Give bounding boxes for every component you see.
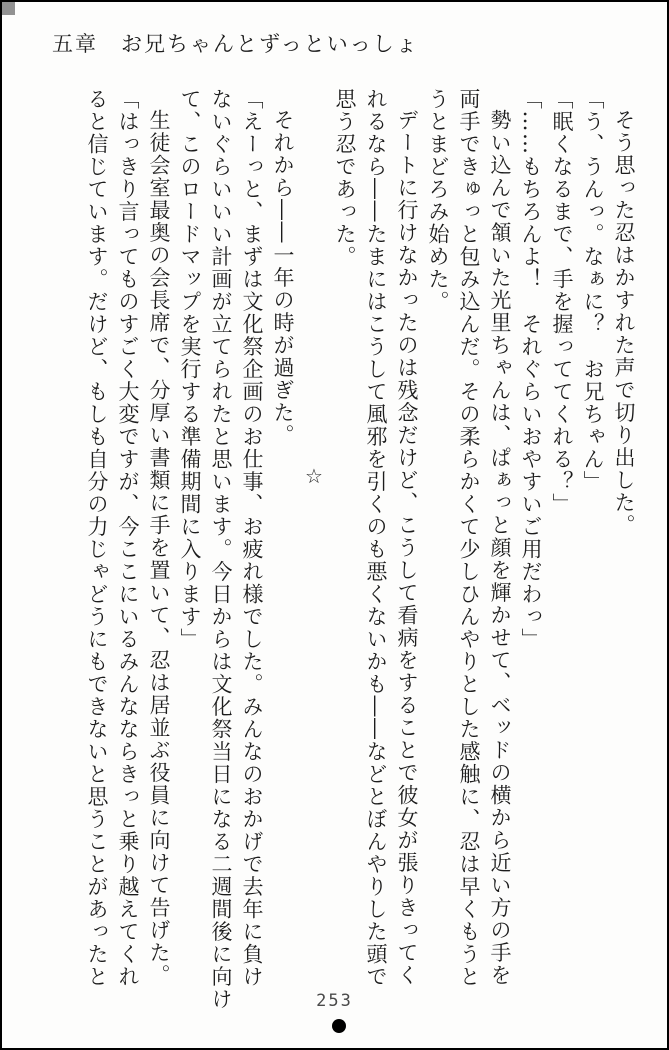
- text-column: れるなら――たまにはこうして風邪を引くのも悪くないかも――などとぼんやりした頭で: [364, 88, 388, 988]
- text-column: 生徒会室最奥の会長席で、分厚い書類に手を置いて、忍は居並ぶ役員に向けて告げた。: [147, 109, 171, 987]
- page-number: 253: [316, 991, 353, 1011]
- text-column: て、このロードマップを実行する準備期間に入ります」: [178, 88, 202, 651]
- text-column: 「眠くなるまで、手を握っててくれる？」: [550, 88, 574, 516]
- text-column: 「えーっと、まずは文化祭企画のお仕事、お疲れ様でした。みんなのおかげで去年に負け: [240, 88, 264, 988]
- text-column: 思う忍であった。: [333, 88, 357, 268]
- text-column: 勢い込んで頷いた光里ちゃんは、ぱぁっと顔を輝かせて、ベッドの横から近い方の手を: [488, 109, 512, 987]
- text-column: デートに行けなかったのは残念だけど、こうして看病をすることで彼女が張りきってく: [395, 109, 419, 987]
- chapter-header: 五章 お兄ちゃんとずっといっしょ: [52, 32, 419, 56]
- scene-break-star: ☆: [302, 464, 326, 490]
- text-column: 「う、うんっ。なぁに？ お兄ちゃん」: [581, 88, 605, 493]
- text-column: そう思った忍はかすれた声で切り出した。: [612, 109, 636, 537]
- text-column: 「はっきり言ってものすごく大変ですが、今ここにいるみんなならきっと乗り越えてくれ: [116, 88, 140, 988]
- text-column: うとまどろみ始めた。: [426, 88, 450, 313]
- text-column: ると信じています。だけど、もしも自分の力じゃどうにもできないと思うことがあったと: [85, 88, 109, 988]
- text-column: ないぐらいいい計画が立てられたと思います。今日からは文化祭当日になる二週間後に向け: [209, 88, 233, 1011]
- text-column: 「……もちろんよ！ それぐらいおやすいご用だわっ」: [519, 88, 543, 651]
- scan-artifact-corner: [2, 2, 15, 15]
- text-column: 両手できゅっと包み込んだ。その柔らかくて少しひんやりとした感触に、忍は早くもうと: [457, 88, 481, 988]
- page-footer: [2, 988, 667, 1048]
- text-column: それから――一年の時が過ぎた。: [271, 109, 295, 447]
- footer-dot-ornament: [332, 1019, 346, 1033]
